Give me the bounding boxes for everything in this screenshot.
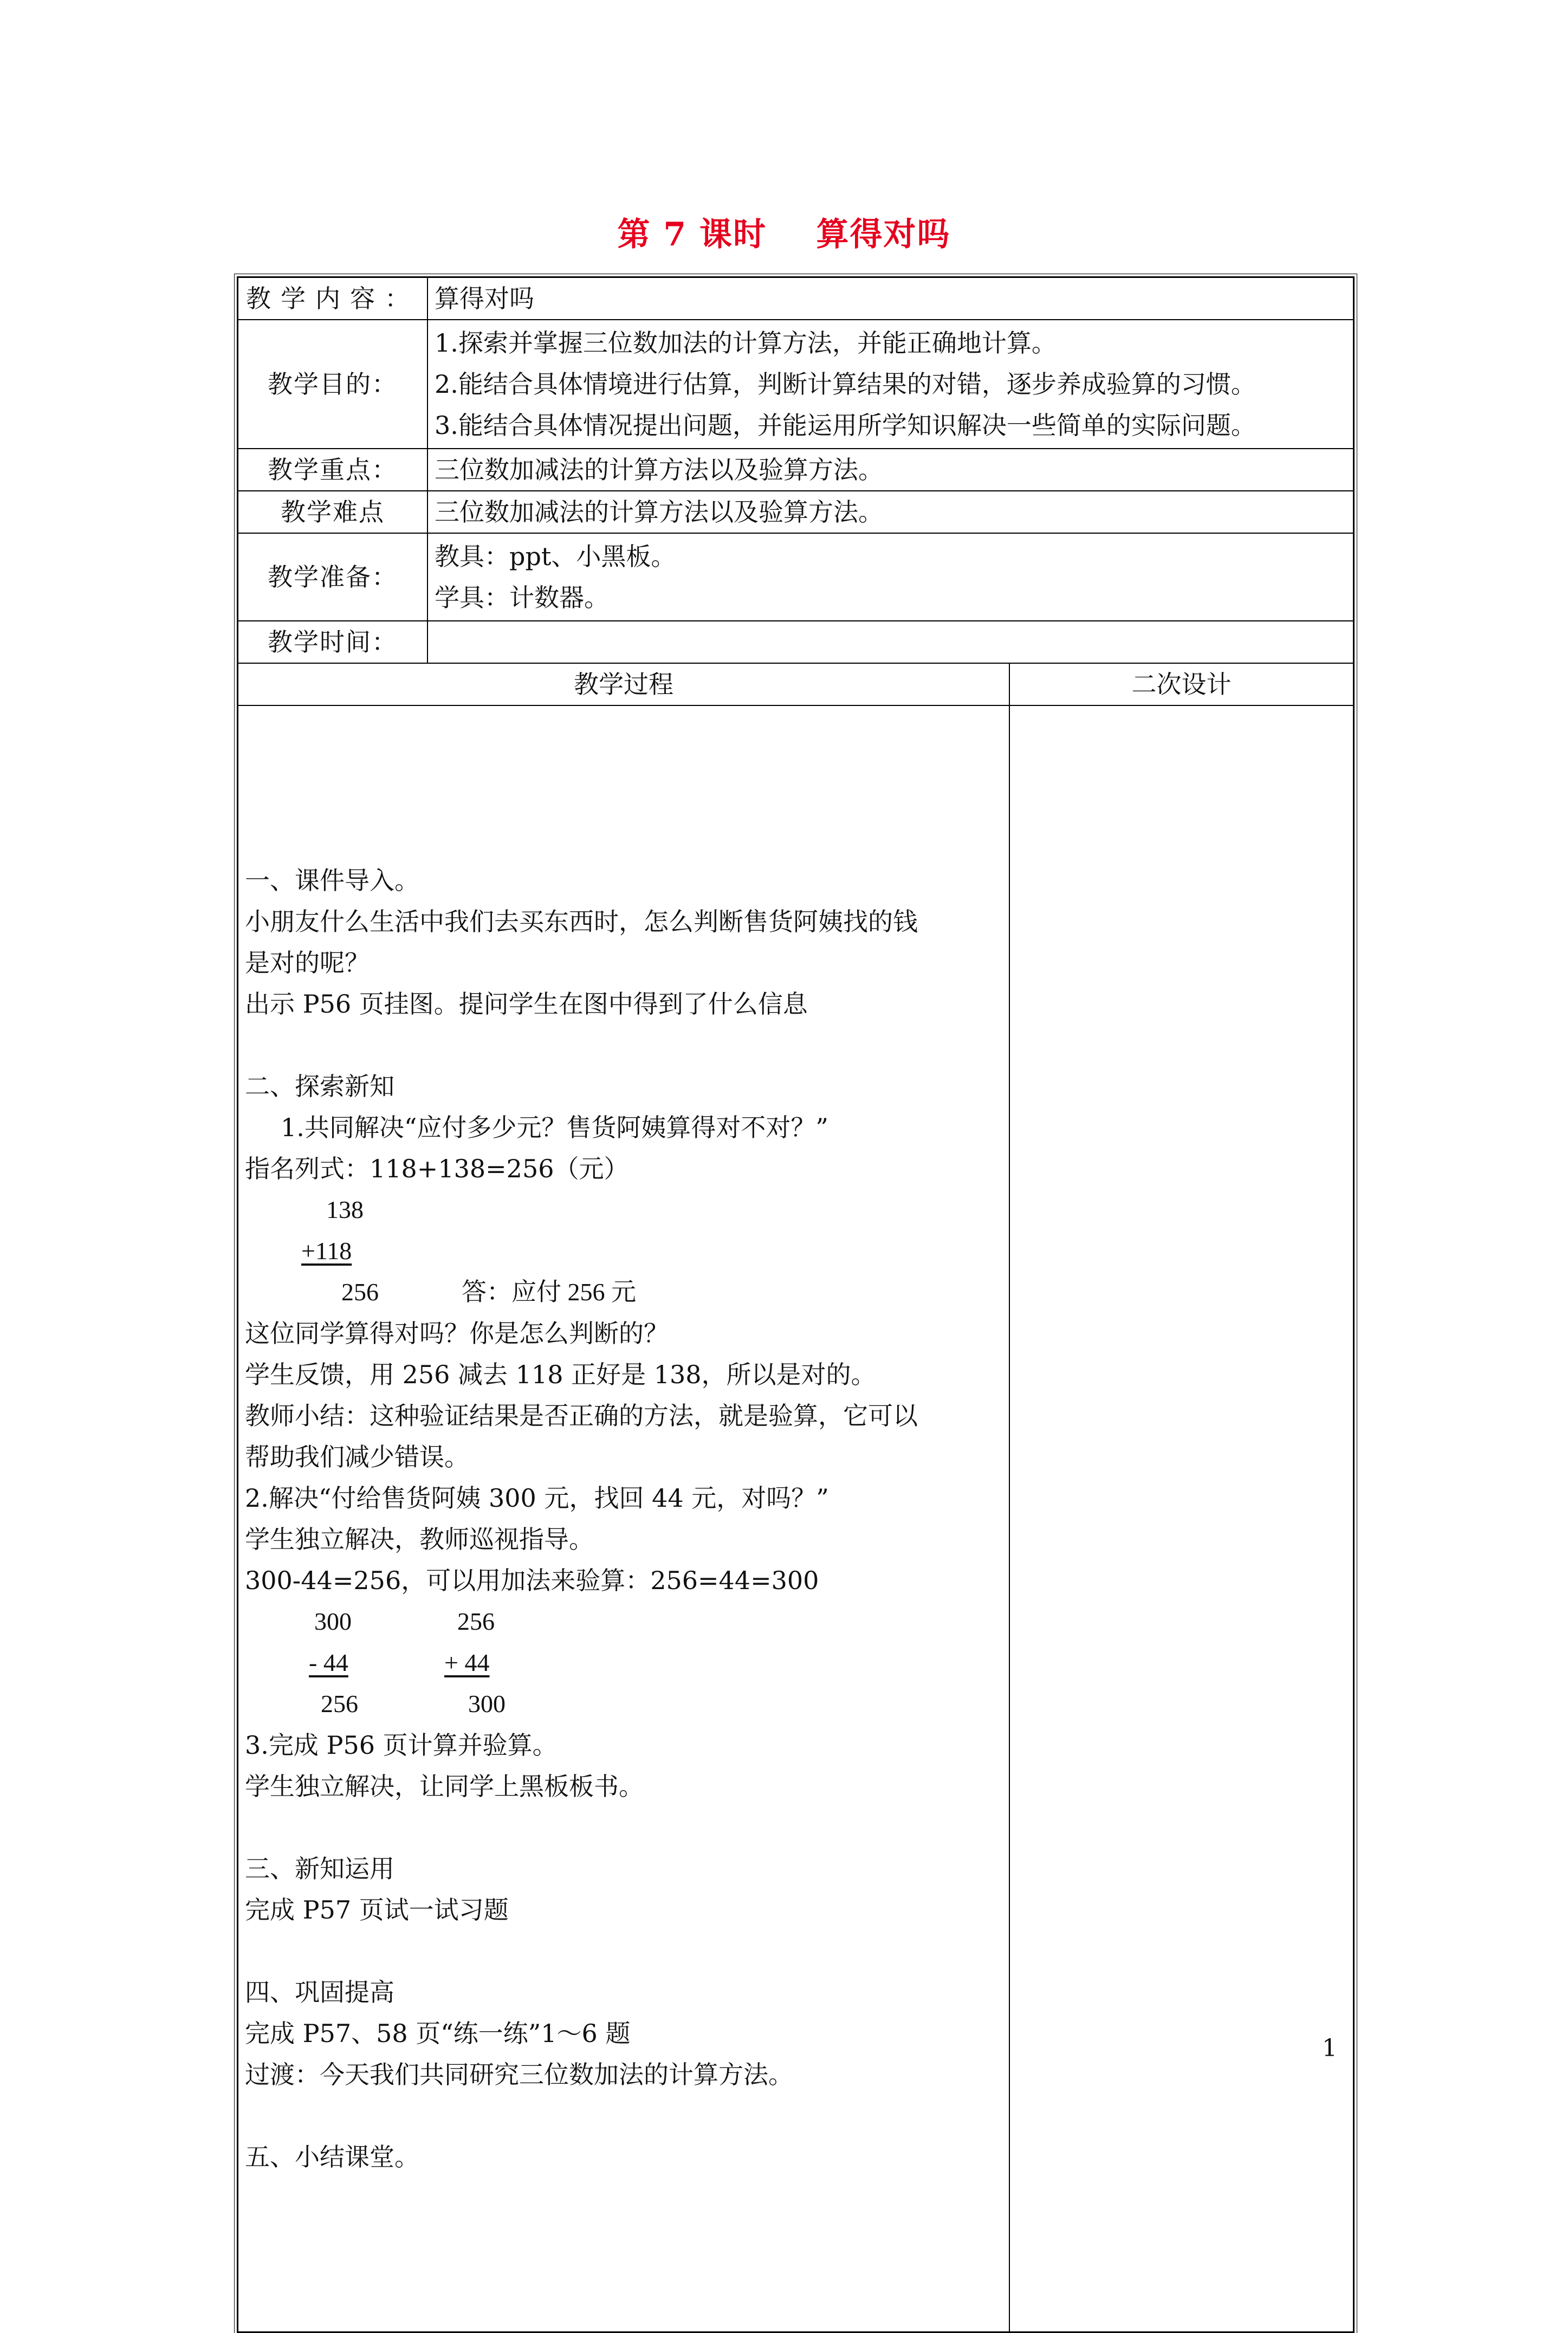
preparation-item: 教具：ppt、小黑板。: [435, 542, 676, 571]
goals-value: [428, 320, 1353, 449]
calc-operand-underlined: - 44: [309, 1649, 348, 1676]
row-goals: [238, 320, 1353, 449]
row-key-points: [238, 449, 1353, 491]
section-heading: 三、新知运用: [245, 1854, 394, 1883]
question: 3.完成 P56 页计算并验算。: [245, 1731, 558, 1760]
formula: 指名列式：118+138=256（元）: [245, 1154, 629, 1183]
lesson-plan-table: [237, 276, 1355, 2333]
blank-line: [245, 2095, 1002, 2136]
blank-line: [245, 1807, 1002, 1848]
calc-result: 256: [341, 1278, 379, 1306]
row-process: [238, 706, 1353, 2331]
goal-item: 2.能结合具体情境进行估算，判断计算结果的对错，逐步养成验算的习惯。: [435, 370, 1256, 399]
process-body: [238, 706, 1010, 2331]
key-points-value: 三位数加减法的计算方法以及验算方法。: [428, 449, 1353, 491]
paragraph: 小朋友什么生活中我们去买东西时，怎么判断售货阿姨找的钱: [245, 907, 918, 936]
second-design-body: [1010, 706, 1353, 2331]
calc-result: 256: [321, 1690, 358, 1718]
calc-operand-underlined: [245, 1230, 1002, 1272]
paragraph: 帮助我们减少错误。: [245, 1442, 469, 1472]
difficulties-value: 三位数加减法的计算方法以及验算方法。: [428, 491, 1353, 534]
calc-row: [245, 1601, 1002, 1642]
section-heading: 四、巩固提高: [245, 1978, 394, 2007]
row-preparation: [238, 534, 1353, 621]
paragraph: 学生独立解决，让同学上黑板板书。: [245, 1772, 644, 1801]
preparation-value: [428, 534, 1353, 621]
calc-operand-text: +118: [301, 1237, 352, 1265]
paragraph: 是对的呢？: [245, 948, 370, 977]
calc-result: 300: [468, 1690, 506, 1718]
calc-row: [245, 1683, 1002, 1725]
section-heading: 一、课件导入。: [245, 866, 419, 895]
preparation-label: 教学准备：: [238, 534, 428, 621]
calc-operand-underlined: + 44: [444, 1649, 490, 1676]
paragraph: 完成 P57、58 页“练一练”1～6 题: [245, 2019, 631, 2048]
question: 2.解决“付给售货阿姨 300 元，找回 44 元，对吗？”: [245, 1483, 829, 1513]
blank-line: [245, 1930, 1002, 1972]
time-value: [428, 621, 1353, 664]
goals-label: 教学目的：: [238, 320, 428, 449]
preparation-item: 学具：计数器。: [435, 583, 609, 612]
process-column-header: 教学过程: [238, 664, 1010, 706]
question: 1.共同解决“应付多少元？售货阿姨算得对不对？”: [281, 1113, 828, 1142]
formula: 300-44=256，可以用加法来验算：256=44=300: [245, 1566, 819, 1595]
row-content: [238, 278, 1353, 320]
paragraph: 这位同学算得对吗？你是怎么判断的？: [245, 1319, 669, 1348]
section-heading: 二、探索新知: [245, 1072, 394, 1101]
paragraph: 教师小结：这种验证结果是否正确的方法，就是验算，它可以: [245, 1401, 918, 1430]
calc-operand: 256: [457, 1608, 495, 1635]
calc-row: [245, 1642, 1002, 1683]
page-number: 1: [1322, 2034, 1337, 2062]
section-heading: 五、小结课堂。: [245, 2142, 419, 2172]
difficulties-label: 教学难点: [238, 491, 428, 534]
paragraph: 学生反馈，用 256 减去 118 正好是 138，所以是对的。: [245, 1360, 876, 1389]
goal-item: 3.能结合具体情况提出问题，并能运用所学知识解决一些简单的实际问题。: [435, 411, 1256, 440]
second-design-column-header: 二次设计: [1010, 664, 1353, 706]
blank-line: [245, 1025, 1002, 1066]
row-time: [238, 621, 1353, 664]
paragraph: 出示 P56 页挂图。提问学生在图中得到了什么信息: [245, 989, 808, 1019]
key-points-label: 教学重点：: [238, 449, 428, 491]
content-label: 教学内容：: [238, 278, 428, 320]
calc-operand: 138: [326, 1196, 364, 1223]
calc-result-line: [245, 1272, 1002, 1313]
paragraph: 过渡：今天我们共同研究三位数加法的计算方法。: [245, 2060, 793, 2089]
page-title: 第 7 课时 算得对吗: [617, 216, 951, 254]
calc-operand: 300: [314, 1608, 352, 1635]
row-column-headers: [238, 664, 1353, 706]
content-value: 算得对吗: [428, 278, 1353, 320]
calc-answer: 答：应付 256 元: [462, 1278, 636, 1306]
time-label: 教学时间：: [238, 621, 428, 664]
row-difficulties: [238, 491, 1353, 534]
goal-item: 1.探索并掌握三位数加法的计算方法，并能正确地计算。: [435, 328, 1057, 358]
paragraph: 学生独立解决，教师巡视指导。: [245, 1525, 594, 1554]
paragraph: 完成 P57 页试一试习题: [245, 1895, 509, 1924]
